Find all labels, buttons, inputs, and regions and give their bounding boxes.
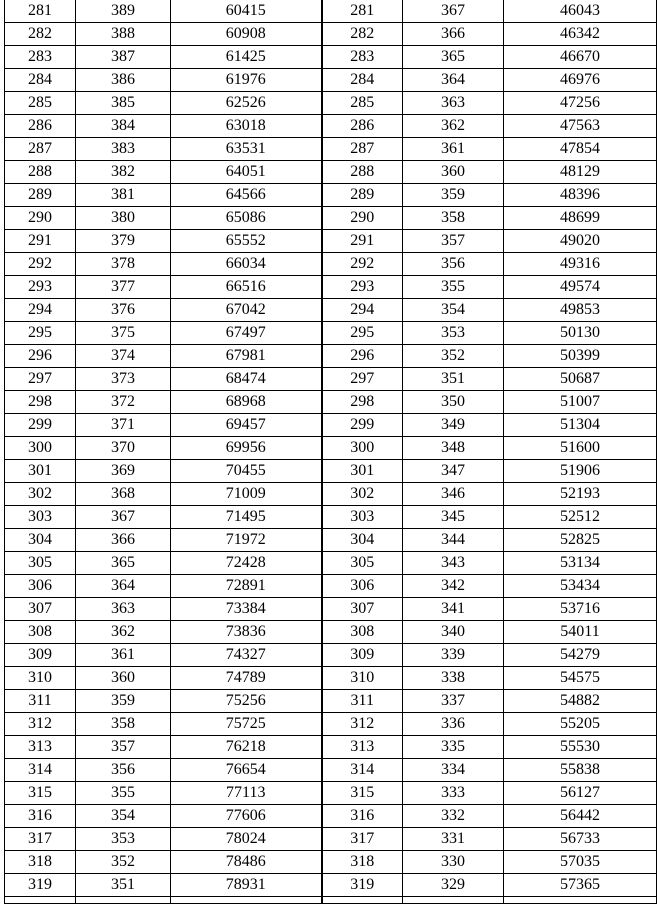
cell-score-b: 367 <box>403 0 504 23</box>
cell-count-b: 48396 <box>504 184 657 207</box>
cell-rank-b: 313 <box>322 736 403 759</box>
cell-count-a: 69457 <box>171 414 322 437</box>
table-row <box>5 621 657 644</box>
cell-rank-a: 313 <box>5 736 76 759</box>
cell-score-a: 353 <box>76 828 171 851</box>
cell-count-b: 51906 <box>504 460 657 483</box>
cell-rank-b: 301 <box>322 460 403 483</box>
cell-count-a: 78486 <box>171 851 322 874</box>
cell-count-b: 56127 <box>504 782 657 805</box>
cell-count-b: 52512 <box>504 506 657 529</box>
cell-rank-b: 305 <box>322 552 403 575</box>
cell-rank-a: 295 <box>5 322 76 345</box>
cell-rank-a: 300 <box>5 437 76 460</box>
cell-count-a: 66034 <box>171 253 322 276</box>
cell-count-b: 47563 <box>504 115 657 138</box>
cell-count-b: 53134 <box>504 552 657 575</box>
cell-rank-b: 318 <box>322 851 403 874</box>
cell-count-a: 64566 <box>171 184 322 207</box>
cell-count-a: 65552 <box>171 230 322 253</box>
cell-count-b: 52193 <box>504 483 657 506</box>
cell-score-a: 358 <box>76 713 171 736</box>
cell-rank-b: 281 <box>322 0 403 23</box>
cell-score-a: 374 <box>76 345 171 368</box>
cell-count-a: 65086 <box>171 207 322 230</box>
table-row <box>5 299 657 322</box>
cell-score-b: 349 <box>403 414 504 437</box>
cell-score-a: 362 <box>76 621 171 644</box>
cell-rank-a: 315 <box>5 782 76 805</box>
cell-rank-a: 293 <box>5 276 76 299</box>
cell-count-b: 48129 <box>504 161 657 184</box>
table-body <box>5 0 657 904</box>
cell-score-a: 383 <box>76 138 171 161</box>
cell-score-b: 335 <box>403 736 504 759</box>
table-row <box>5 759 657 782</box>
cell-score-a: 376 <box>76 299 171 322</box>
cell-rank-a: 319 <box>5 874 76 897</box>
cell-count-b: 54279 <box>504 644 657 667</box>
cell-score-a: 371 <box>76 414 171 437</box>
cell-rank-b: 310 <box>322 667 403 690</box>
cell-score-a: 382 <box>76 161 171 184</box>
cell-rank-a: 312 <box>5 713 76 736</box>
cell-rank-a: 289 <box>5 184 76 207</box>
cell-score-b: 334 <box>403 759 504 782</box>
cell-score-b: 342 <box>403 575 504 598</box>
cell-score-a: 363 <box>76 598 171 621</box>
table-row <box>5 0 657 23</box>
cell-count-b: 49316 <box>504 253 657 276</box>
cell-rank-b: 294 <box>322 299 403 322</box>
table-row <box>5 805 657 828</box>
cell-rank-b: 308 <box>322 621 403 644</box>
cell-score-b: 355 <box>403 276 504 299</box>
cell-score-a: 352 <box>76 851 171 874</box>
cell-score-a: 356 <box>76 759 171 782</box>
cell-score-a: 386 <box>76 69 171 92</box>
cell-count-b: 54011 <box>504 621 657 644</box>
cell-count-a: 74327 <box>171 644 322 667</box>
table-row <box>5 253 657 276</box>
cell-count-a: 77606 <box>171 805 322 828</box>
cell-score-a: 372 <box>76 391 171 414</box>
cell-score-a: 365 <box>76 552 171 575</box>
cell-score-b: 339 <box>403 644 504 667</box>
cell-count-b: 57365 <box>504 874 657 897</box>
cell-rank-a: 298 <box>5 391 76 414</box>
cell-rank-a: 306 <box>5 575 76 598</box>
cell-rank-b: 293 <box>322 276 403 299</box>
cell-count-a: 75725 <box>171 713 322 736</box>
cell-score-a: 361 <box>76 644 171 667</box>
cell-score-a: 368 <box>76 483 171 506</box>
cell-empty <box>76 897 171 904</box>
cell-count-b: 51304 <box>504 414 657 437</box>
cell-score-a: 367 <box>76 506 171 529</box>
cell-count-b: 46670 <box>504 46 657 69</box>
cell-count-b: 51600 <box>504 437 657 460</box>
cell-rank-a: 290 <box>5 207 76 230</box>
table-row <box>5 667 657 690</box>
cell-count-a: 72428 <box>171 552 322 575</box>
cell-rank-a: 303 <box>5 506 76 529</box>
cell-count-a: 71972 <box>171 529 322 552</box>
cell-rank-b: 307 <box>322 598 403 621</box>
cell-rank-b: 317 <box>322 828 403 851</box>
cell-rank-b: 287 <box>322 138 403 161</box>
cell-rank-b: 291 <box>322 230 403 253</box>
table-row <box>5 598 657 621</box>
cell-score-a: 385 <box>76 92 171 115</box>
cell-rank-b: 303 <box>322 506 403 529</box>
table-row <box>5 230 657 253</box>
table-row <box>5 460 657 483</box>
cell-rank-a: 291 <box>5 230 76 253</box>
cell-score-b: 356 <box>403 253 504 276</box>
table-row <box>5 552 657 575</box>
cell-score-a: 366 <box>76 529 171 552</box>
cell-count-b: 55838 <box>504 759 657 782</box>
cell-rank-a: 296 <box>5 345 76 368</box>
cell-count-a: 75256 <box>171 690 322 713</box>
cell-score-a: 377 <box>76 276 171 299</box>
cell-empty <box>5 897 76 904</box>
cell-count-a: 76654 <box>171 759 322 782</box>
cell-rank-b: 286 <box>322 115 403 138</box>
cell-count-a: 62526 <box>171 92 322 115</box>
cell-rank-b: 311 <box>322 690 403 713</box>
cell-score-a: 380 <box>76 207 171 230</box>
cell-score-b: 360 <box>403 161 504 184</box>
table-row-cutoff <box>5 897 657 904</box>
cell-score-a: 378 <box>76 253 171 276</box>
cell-rank-a: 286 <box>5 115 76 138</box>
table-row <box>5 322 657 345</box>
cell-score-b: 337 <box>403 690 504 713</box>
cell-rank-a: 316 <box>5 805 76 828</box>
cell-rank-a: 287 <box>5 138 76 161</box>
cell-score-b: 363 <box>403 92 504 115</box>
table-row <box>5 529 657 552</box>
cell-empty <box>322 897 403 904</box>
cell-count-a: 69956 <box>171 437 322 460</box>
cell-rank-b: 285 <box>322 92 403 115</box>
cell-score-a: 354 <box>76 805 171 828</box>
cell-rank-a: 294 <box>5 299 76 322</box>
cell-count-a: 68968 <box>171 391 322 414</box>
cell-count-a: 78931 <box>171 874 322 897</box>
cell-score-a: 359 <box>76 690 171 713</box>
score-rank-table <box>4 0 657 904</box>
cell-count-b: 47256 <box>504 92 657 115</box>
table-row <box>5 161 657 184</box>
cell-score-b: 346 <box>403 483 504 506</box>
table-row <box>5 138 657 161</box>
cell-rank-a: 307 <box>5 598 76 621</box>
cell-count-a: 63018 <box>171 115 322 138</box>
cell-count-b: 52825 <box>504 529 657 552</box>
cell-count-b: 49853 <box>504 299 657 322</box>
cell-rank-a: 284 <box>5 69 76 92</box>
cell-rank-a: 308 <box>5 621 76 644</box>
cell-score-b: 331 <box>403 828 504 851</box>
table-row <box>5 207 657 230</box>
table-row <box>5 92 657 115</box>
cell-score-b: 358 <box>403 207 504 230</box>
cell-score-a: 381 <box>76 184 171 207</box>
cell-count-a: 70455 <box>171 460 322 483</box>
table-row <box>5 391 657 414</box>
cell-count-b: 54575 <box>504 667 657 690</box>
cell-count-b: 51007 <box>504 391 657 414</box>
cell-count-a: 60415 <box>171 0 322 23</box>
cell-score-b: 353 <box>403 322 504 345</box>
cell-count-b: 56442 <box>504 805 657 828</box>
cell-rank-b: 309 <box>322 644 403 667</box>
cell-count-a: 63531 <box>171 138 322 161</box>
cell-score-b: 350 <box>403 391 504 414</box>
cell-rank-a: 297 <box>5 368 76 391</box>
table-row <box>5 69 657 92</box>
cell-score-a: 388 <box>76 23 171 46</box>
cell-count-a: 76218 <box>171 736 322 759</box>
table-row <box>5 276 657 299</box>
cell-rank-a: 301 <box>5 460 76 483</box>
cell-score-a: 379 <box>76 230 171 253</box>
table-row <box>5 184 657 207</box>
cell-score-a: 375 <box>76 322 171 345</box>
table-row <box>5 782 657 805</box>
cell-score-b: 330 <box>403 851 504 874</box>
cell-score-b: 365 <box>403 46 504 69</box>
cell-rank-a: 288 <box>5 161 76 184</box>
cell-count-a: 71495 <box>171 506 322 529</box>
cell-score-a: 357 <box>76 736 171 759</box>
cell-rank-b: 289 <box>322 184 403 207</box>
cell-count-a: 73384 <box>171 598 322 621</box>
cell-rank-b: 312 <box>322 713 403 736</box>
cell-count-a: 68474 <box>171 368 322 391</box>
cell-score-b: 338 <box>403 667 504 690</box>
table-row <box>5 690 657 713</box>
cell-score-b: 361 <box>403 138 504 161</box>
table-row <box>5 828 657 851</box>
cell-rank-b: 299 <box>322 414 403 437</box>
cell-score-a: 370 <box>76 437 171 460</box>
cell-score-b: 347 <box>403 460 504 483</box>
cell-count-b: 46043 <box>504 0 657 23</box>
table-row <box>5 506 657 529</box>
cell-count-a: 66516 <box>171 276 322 299</box>
cell-count-a: 73836 <box>171 621 322 644</box>
cell-rank-a: 314 <box>5 759 76 782</box>
cell-score-b: 352 <box>403 345 504 368</box>
cell-count-b: 53434 <box>504 575 657 598</box>
cell-count-b: 55530 <box>504 736 657 759</box>
cell-score-b: 359 <box>403 184 504 207</box>
cell-rank-b: 315 <box>322 782 403 805</box>
cell-score-a: 384 <box>76 115 171 138</box>
cell-score-a: 364 <box>76 575 171 598</box>
cell-empty <box>403 897 504 904</box>
cell-rank-a: 304 <box>5 529 76 552</box>
cell-rank-a: 309 <box>5 644 76 667</box>
cell-rank-b: 296 <box>322 345 403 368</box>
cell-rank-a: 305 <box>5 552 76 575</box>
cell-rank-b: 319 <box>322 874 403 897</box>
cell-rank-a: 282 <box>5 23 76 46</box>
cell-score-b: 345 <box>403 506 504 529</box>
cell-count-b: 49574 <box>504 276 657 299</box>
table-row <box>5 115 657 138</box>
cell-count-b: 50687 <box>504 368 657 391</box>
cell-rank-a: 302 <box>5 483 76 506</box>
cell-score-b: 343 <box>403 552 504 575</box>
cell-count-b: 46976 <box>504 69 657 92</box>
cell-score-b: 362 <box>403 115 504 138</box>
cell-rank-b: 302 <box>322 483 403 506</box>
cell-rank-a: 283 <box>5 46 76 69</box>
cell-score-b: 351 <box>403 368 504 391</box>
cell-rank-a: 299 <box>5 414 76 437</box>
cell-count-b: 55205 <box>504 713 657 736</box>
cell-count-b: 49020 <box>504 230 657 253</box>
cell-score-a: 360 <box>76 667 171 690</box>
cell-rank-b: 304 <box>322 529 403 552</box>
cell-count-a: 67042 <box>171 299 322 322</box>
cell-rank-b: 298 <box>322 391 403 414</box>
cell-count-b: 54882 <box>504 690 657 713</box>
cell-rank-a: 318 <box>5 851 76 874</box>
cell-score-a: 373 <box>76 368 171 391</box>
table-row <box>5 851 657 874</box>
cell-rank-b: 314 <box>322 759 403 782</box>
cell-score-b: 354 <box>403 299 504 322</box>
cell-rank-b: 295 <box>322 322 403 345</box>
cell-score-b: 333 <box>403 782 504 805</box>
cell-count-a: 61976 <box>171 69 322 92</box>
cell-count-a: 72891 <box>171 575 322 598</box>
cell-score-a: 369 <box>76 460 171 483</box>
cell-count-a: 67981 <box>171 345 322 368</box>
cell-rank-a: 292 <box>5 253 76 276</box>
cell-rank-b: 282 <box>322 23 403 46</box>
cell-score-b: 364 <box>403 69 504 92</box>
cell-rank-b: 316 <box>322 805 403 828</box>
cell-count-a: 64051 <box>171 161 322 184</box>
cell-score-a: 389 <box>76 0 171 23</box>
cell-score-b: 366 <box>403 23 504 46</box>
table-row <box>5 483 657 506</box>
table-row <box>5 437 657 460</box>
cell-count-a: 61425 <box>171 46 322 69</box>
cell-count-a: 77113 <box>171 782 322 805</box>
cell-score-a: 355 <box>76 782 171 805</box>
cell-rank-a: 281 <box>5 0 76 23</box>
cell-count-a: 60908 <box>171 23 322 46</box>
cell-count-b: 57035 <box>504 851 657 874</box>
cell-score-b: 348 <box>403 437 504 460</box>
cell-count-a: 74789 <box>171 667 322 690</box>
cell-score-b: 357 <box>403 230 504 253</box>
cell-score-b: 340 <box>403 621 504 644</box>
table-row <box>5 874 657 897</box>
cell-rank-b: 300 <box>322 437 403 460</box>
table-row <box>5 345 657 368</box>
cell-count-b: 48699 <box>504 207 657 230</box>
cell-count-b: 56733 <box>504 828 657 851</box>
cell-score-a: 351 <box>76 874 171 897</box>
table-row <box>5 736 657 759</box>
cell-rank-b: 290 <box>322 207 403 230</box>
cell-rank-a: 311 <box>5 690 76 713</box>
cell-rank-a: 317 <box>5 828 76 851</box>
cell-count-b: 46342 <box>504 23 657 46</box>
cell-count-a: 71009 <box>171 483 322 506</box>
cell-empty <box>171 897 322 904</box>
cell-rank-b: 297 <box>322 368 403 391</box>
table-row <box>5 368 657 391</box>
table-row <box>5 713 657 736</box>
cell-rank-b: 288 <box>322 161 403 184</box>
cell-rank-b: 306 <box>322 575 403 598</box>
cell-count-a: 78024 <box>171 828 322 851</box>
cell-score-b: 329 <box>403 874 504 897</box>
cell-count-b: 50399 <box>504 345 657 368</box>
cell-empty <box>504 897 657 904</box>
table-row <box>5 644 657 667</box>
cell-count-b: 47854 <box>504 138 657 161</box>
table-row <box>5 414 657 437</box>
cell-rank-b: 292 <box>322 253 403 276</box>
cell-count-b: 53716 <box>504 598 657 621</box>
cell-score-a: 387 <box>76 46 171 69</box>
cell-rank-b: 284 <box>322 69 403 92</box>
table-row <box>5 575 657 598</box>
cell-score-b: 344 <box>403 529 504 552</box>
cell-score-b: 341 <box>403 598 504 621</box>
cell-score-b: 336 <box>403 713 504 736</box>
cell-rank-a: 285 <box>5 92 76 115</box>
table-row <box>5 23 657 46</box>
cell-rank-a: 310 <box>5 667 76 690</box>
table-row <box>5 46 657 69</box>
cell-count-b: 50130 <box>504 322 657 345</box>
cell-count-a: 67497 <box>171 322 322 345</box>
cell-rank-b: 283 <box>322 46 403 69</box>
cell-score-b: 332 <box>403 805 504 828</box>
